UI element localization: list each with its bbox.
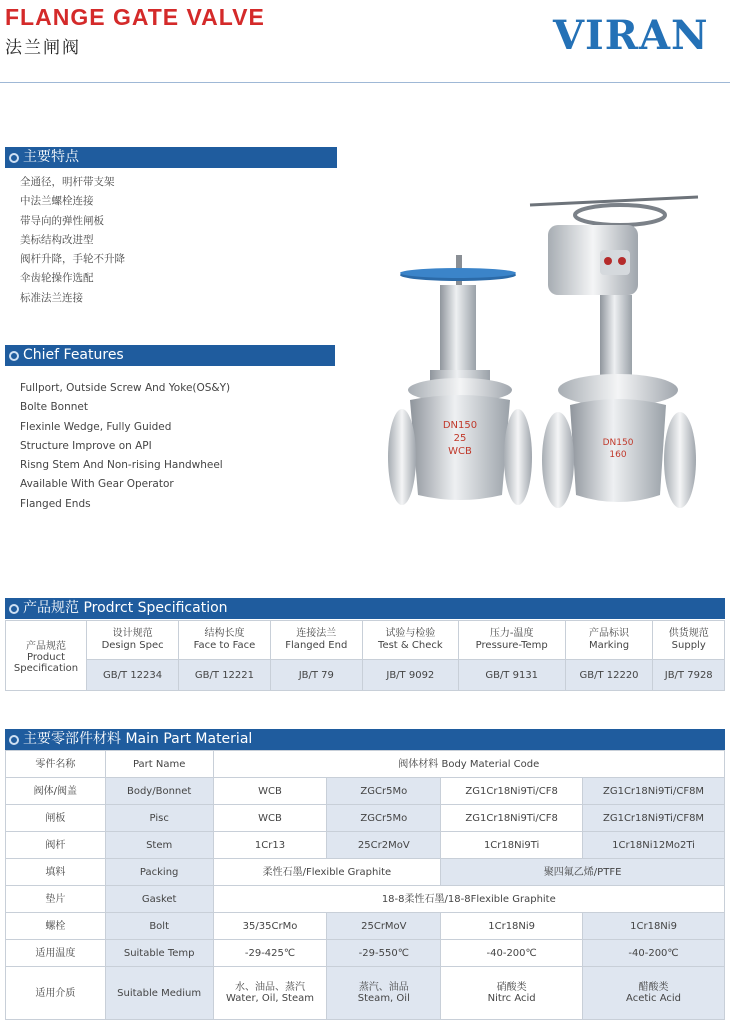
list-item: Risng Stem And Non-rising Handwheel: [20, 459, 223, 472]
material-cell: -40-200℃: [441, 940, 583, 967]
material-cell: 1Cr18Ni9: [583, 913, 725, 940]
gear-icon: [9, 735, 19, 745]
list-item: 中法兰螺栓连接: [20, 195, 94, 208]
spec-heading: 产品规范 Prodrct Specification: [23, 600, 228, 616]
material-cell: 1Cr18Ni9: [441, 913, 583, 940]
spec-row-header-en: Specification: [13, 663, 79, 674]
material-header-en: Part Name: [105, 751, 213, 778]
medium-cn: 蒸汽、油品: [358, 982, 409, 993]
title-cn: 法兰闸阀: [5, 38, 81, 58]
brand-logo: VIRAN: [553, 12, 709, 59]
material-cell: 1Cr13: [213, 832, 327, 859]
actuator-valve: [530, 197, 698, 508]
material-cell: 柔性石墨/Flexible Graphite: [213, 859, 441, 886]
part-name-cn: 闸板: [6, 805, 106, 832]
table-row: [6, 913, 725, 940]
part-name-en: Bolt: [105, 913, 213, 940]
table-row: [6, 778, 725, 805]
spec-value: JB/T 7928: [653, 660, 725, 691]
spec-col-en: Pressure-Temp: [475, 640, 548, 651]
spec-value: GB/T 12234: [87, 660, 179, 691]
spec-value: JB/T 9092: [362, 660, 458, 691]
part-name-en: Suitable Temp: [105, 940, 213, 967]
spec-value: JB/T 79: [270, 660, 362, 691]
part-name-cn: 填料: [6, 859, 106, 886]
spec-col-en: Face to Face: [193, 640, 256, 651]
medium-en: Water, Oil, Steam: [226, 993, 314, 1004]
material-cell: WCB: [213, 778, 327, 805]
medium-cn: 硝酸类: [496, 982, 527, 993]
material-cell: [327, 967, 441, 1020]
spec-col-header: [458, 621, 565, 660]
table-row: [6, 832, 725, 859]
spec-col-cn: 结构长度: [204, 628, 245, 639]
spec-col-header: [362, 621, 458, 660]
medium-en: Nitrc Acid: [487, 993, 536, 1004]
list-item: Available With Gear Operator: [20, 478, 174, 491]
spec-col-en: Test & Check: [378, 640, 443, 651]
material-cell: [213, 967, 327, 1020]
valve-marking: 160: [609, 450, 627, 460]
material-cell: 25Cr2MoV: [327, 832, 441, 859]
spec-col-cn: 产品标识: [589, 628, 629, 639]
table-row: [6, 886, 725, 913]
spec-col-header: [270, 621, 362, 660]
material-heading: 主要零部件材料 Main Part Material: [23, 731, 253, 747]
spec-col-en: Marking: [588, 640, 630, 651]
spec-row-header-en: Product: [27, 652, 65, 663]
spec-value: GB/T 12221: [179, 660, 271, 691]
spec-value: GB/T 9131: [458, 660, 565, 691]
material-cell: 1Cr18Ni9Ti: [441, 832, 583, 859]
part-name-cn: 适用介质: [6, 967, 106, 1020]
table-row: [6, 859, 725, 886]
spec-col-en: Design Spec: [101, 640, 164, 651]
gate-valve-illustration: [380, 195, 715, 520]
list-item: Flexinle Wedge, Fully Guided: [20, 420, 172, 433]
handwheel-valve: [388, 255, 532, 505]
gear-icon: [9, 153, 19, 163]
list-item: 美标结构改进型: [20, 233, 94, 246]
gear-icon: [9, 604, 19, 614]
material-cell: 25CrMoV: [327, 913, 441, 940]
material-header-cn: 零件名称: [6, 751, 106, 778]
material-cell: 1Cr18Ni12Mo2Ti: [583, 832, 725, 859]
material-table: [5, 750, 725, 1020]
list-item: 伞齿轮操作选配: [20, 272, 94, 285]
list-item: 带导向的弹性闸板: [20, 214, 104, 227]
material-cell: WCB: [213, 805, 327, 832]
spec-col-header: [653, 621, 725, 660]
part-name-en: Body/Bonnet: [105, 778, 213, 805]
table-row: [6, 751, 725, 778]
spec-col-en: Flanged End: [285, 640, 348, 651]
table-row: [6, 940, 725, 967]
part-name-cn: 阀杆: [6, 832, 106, 859]
table-row: [6, 967, 725, 1020]
spec-col-en: Supply: [671, 640, 706, 651]
material-cell: -29-550℃: [327, 940, 441, 967]
spec-col-cn: 供货规范: [668, 628, 709, 639]
part-name-en: Suitable Medium: [105, 967, 213, 1020]
part-name-cn: 垫片: [6, 886, 106, 913]
material-cell: 35/35CrMo: [213, 913, 327, 940]
material-cell: 聚四氟乙烯/PTFE: [441, 859, 725, 886]
material-cell: ZG1Cr18Ni9Ti/CF8: [441, 778, 583, 805]
valve-marking: 25: [453, 433, 467, 444]
features-cn-heading: 主要特点: [23, 149, 79, 165]
part-name-en: Stem: [105, 832, 213, 859]
material-cell: -40-200℃: [583, 940, 725, 967]
part-name-en: Pisc: [105, 805, 213, 832]
spec-value: GB/T 12220: [565, 660, 653, 691]
spec-col-header: [179, 621, 271, 660]
medium-en: Acetic Acid: [626, 993, 682, 1004]
medium-cn: 醋酸类: [638, 982, 669, 993]
material-header-code: 阀体材料 Body Material Code: [213, 751, 724, 778]
material-cell: ZGCr5Mo: [327, 778, 441, 805]
part-name-en: Packing: [105, 859, 213, 886]
features-cn-heading-bar: [5, 147, 337, 168]
part-name-cn: 螺栓: [6, 913, 106, 940]
gear-icon: [9, 351, 19, 361]
list-item: Flanged Ends: [20, 497, 91, 510]
medium-cn: 水、油品、蒸汽: [235, 982, 305, 993]
spec-col-cn: 试验与检验: [385, 628, 436, 639]
material-cell: [583, 967, 725, 1020]
material-cell: 18-8柔性石墨/18-8Flexible Graphite: [213, 886, 724, 913]
table-row: [6, 805, 725, 832]
spec-col-cn: 连接法兰: [296, 628, 337, 639]
spec-row-header: [6, 621, 87, 691]
list-item: 标准法兰连接: [20, 291, 83, 304]
features-en-list: [20, 379, 230, 514]
table-row: [6, 660, 725, 691]
spec-col-cn: 设计规范: [112, 628, 153, 639]
part-name-cn: 阀体/阀盖: [6, 778, 106, 805]
part-name-en: Gasket: [105, 886, 213, 913]
title-en: FLANGE GATE VALVE: [5, 4, 265, 30]
spec-row-header-cn: 产品规范: [26, 641, 66, 652]
features-cn-list: [20, 173, 125, 308]
spec-table: [5, 620, 725, 691]
part-name-cn: 适用温度: [6, 940, 106, 967]
material-heading-bar: [5, 729, 725, 750]
spec-col-cn: 压力-温度: [489, 628, 534, 639]
spec-heading-bar: [5, 598, 725, 619]
list-item: 全通径，明杆带支架: [20, 176, 115, 188]
list-item: Bolte Bonnet: [20, 401, 88, 414]
material-cell: -29-425℃: [213, 940, 327, 967]
features-en-heading: Chief Features: [23, 347, 124, 363]
material-cell: ZG1Cr18Ni9Ti/CF8M: [583, 805, 725, 832]
table-row: [6, 621, 725, 660]
spec-col-header: [87, 621, 179, 660]
spec-col-header: [565, 621, 653, 660]
valve-marking: WCB: [448, 446, 472, 457]
material-cell: ZGCr5Mo: [327, 805, 441, 832]
valve-marking: DN150: [602, 438, 634, 448]
medium-en: Steam, Oil: [357, 993, 410, 1004]
material-cell: ZG1Cr18Ni9Ti/CF8: [441, 805, 583, 832]
features-en-heading-bar: [5, 345, 335, 366]
material-cell: [441, 967, 583, 1020]
valve-marking: DN150: [442, 420, 478, 431]
list-item: Fullport, Outside Screw And Yoke(OS&Y): [20, 382, 231, 394]
list-item: 阀杆升降，手轮不升降: [20, 253, 125, 266]
list-item: Structure Improve on API: [20, 439, 152, 452]
material-cell: ZG1Cr18Ni9Ti/CF8M: [583, 778, 725, 805]
header-divider: [0, 82, 730, 83]
